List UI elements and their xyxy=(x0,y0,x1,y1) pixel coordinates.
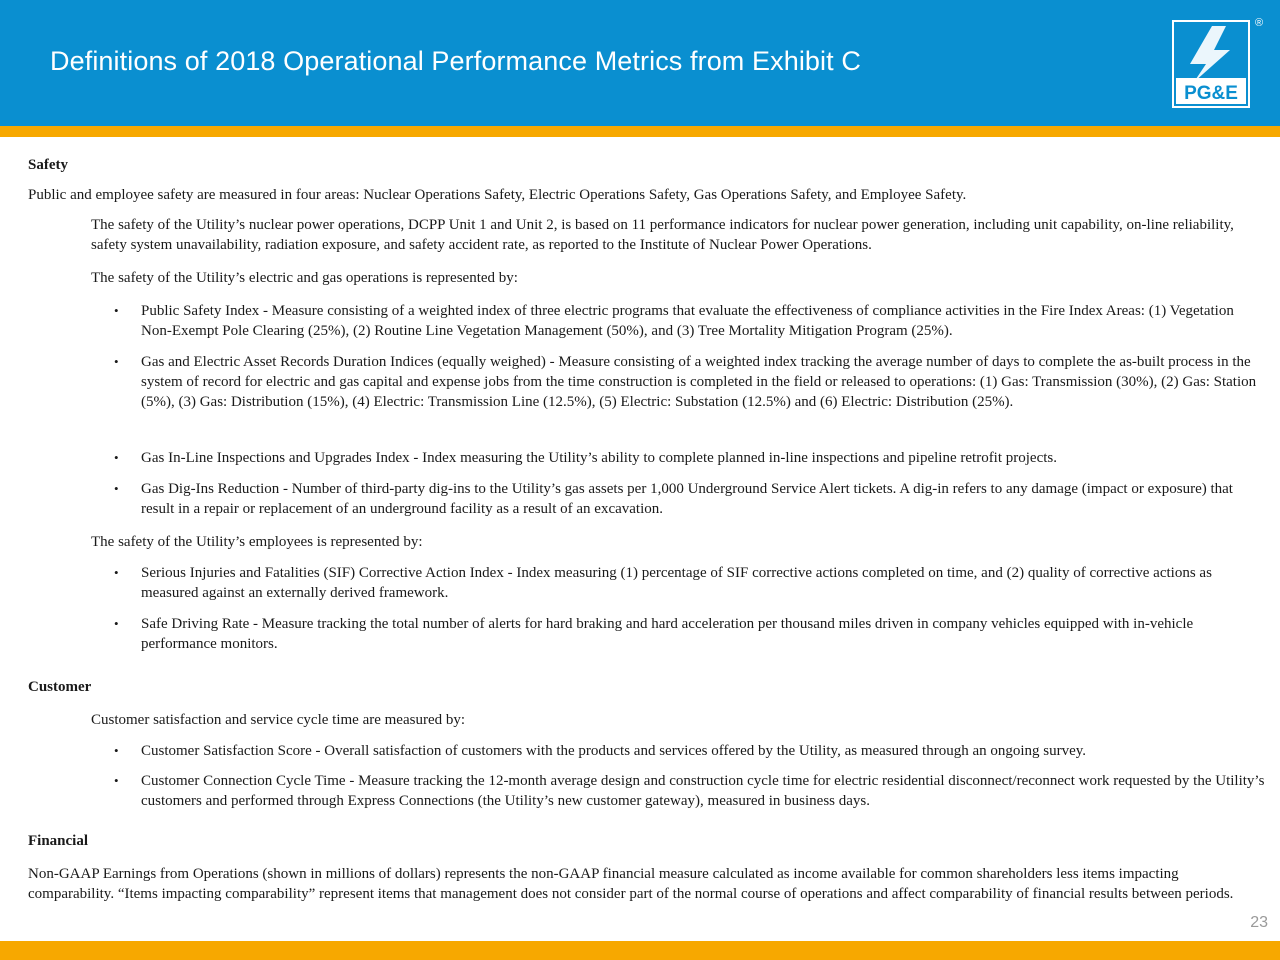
gas-dig-ins-text: Gas Dig-Ins Reduction - Number of third-party dig-ins to the Utility’s gas assets per 1,000 Underground Service Alert tickets. A dig-in refers to any damage (impact or exposure) that result in a repair or replacement of an underground facility as a result of an excavation. xyxy=(141,481,1233,517)
asset-records-index-text: Gas and Electric Asset Records Duration Indices (equally weighed) - Measure consisting of a weighted index tracking the average number of days to complete the as-built process in the system of record for electric and gas capital and expense jobs from the time construction is completed in the field or released to operations: (1) Gas: Transmission (30%), (2) Gas: Station (5%), (3) Gas: Distribution (15%), (4) Electric: Transmission Line (12.5%), (5) Electric: Substation (12.5%) and (6) Electric: Distribution (25%). xyxy=(141,354,1257,410)
employees-lead-text: The safety of the Utility’s employees is represented by: xyxy=(91,534,423,550)
bullet-icon: • xyxy=(114,773,119,788)
page-title: Definitions of 2018 Operational Performance Metrics from Exhibit C xyxy=(50,46,861,76)
bullet-icon: • xyxy=(114,481,119,496)
list-item xyxy=(114,614,1264,654)
bullet-icon: • xyxy=(114,450,119,465)
safe-driving-rate-text: Safe Driving Rate - Measure tracking the total number of alerts for hard braking and hard acceleration per thousand miles driven in company vehicles equipped with in-vehicle performance monitors. xyxy=(141,616,1194,652)
list-item xyxy=(114,301,1264,341)
list-item xyxy=(114,352,1264,432)
electric-gas-lead-text: The safety of the Utility’s electric and gas operations is represented by: xyxy=(91,270,518,286)
list-item xyxy=(114,741,1264,761)
safety-intro-text: Public and employee safety are measured in four areas: Nuclear Operations Safety, Electric Operations Safety, Gas Operations Safety, and Employee Safety. xyxy=(28,187,967,203)
pge-logo-icon xyxy=(1172,20,1250,108)
list-item xyxy=(114,479,1264,519)
customer-lead-text: Customer satisfaction and service cycle time are measured by: xyxy=(91,712,466,728)
list-item xyxy=(114,563,1264,603)
registered-mark: ® xyxy=(1254,17,1264,29)
list-item xyxy=(114,448,1264,468)
customer-satisfaction-text: Customer Satisfaction Score - Overall satisfaction of customers with the products and services offered by the Utility, as measured through an ongoing survey. xyxy=(141,743,1087,759)
sif-index-text: Serious Injuries and Fatalities (SIF) Corrective Action Index - Index measuring (1) percentage of SIF corrective actions completed on time, and (2) quality of corrective actions as measured against an externally derived framework. xyxy=(141,565,1212,601)
logo-bolt-shape xyxy=(1190,26,1230,82)
bullet-icon: • xyxy=(114,303,119,318)
section-heading-customer: Customer xyxy=(28,679,92,695)
nuclear-safety-text: The safety of the Utility’s nuclear power operations, DCPP Unit 1 and Unit 2, is based on 11 performance indicators for nuclear power generation, including unit capability, on-line reliability, safety system unavailability, radiation exposure, and safety accident rate, as reported to the Institute of Nuclear Power Operations. xyxy=(91,217,1234,253)
footer-accent-stripe xyxy=(0,941,1280,960)
section-heading-financial: Financial xyxy=(28,833,89,849)
public-safety-index-text: Public Safety Index - Measure consisting of a weighted index of three electric programs that evaluate the effectiveness of compliance activities in the Fire Index Areas: (1) Vegetation Non-Exempt Pole Clearing (25%), (2) Routine Line Vegetation Management (50%), and (3) Tree Mortality Mitigation Program (25%). xyxy=(141,303,1234,339)
bullet-icon: • xyxy=(114,616,119,631)
bullet-icon: • xyxy=(114,743,119,758)
bullet-icon: • xyxy=(114,354,119,369)
section-heading-safety: Safety xyxy=(28,157,68,173)
list-item xyxy=(114,771,1264,811)
financial-text: Non-GAAP Earnings from Operations (shown in millions of dollars) represents the non-GAAP financial measure calculated as income available for common shareholders less items impacting comparability. “Items impacting comparability” represent items that management does not consider part of the normal course of operations and affect comparability of financial results between periods. xyxy=(28,866,1234,902)
bullet-icon: • xyxy=(114,565,119,580)
header-accent-stripe xyxy=(0,126,1280,137)
gas-inline-inspections-text: Gas In-Line Inspections and Upgrades Index - Index measuring the Utility’s ability to complete planned in-line inspections and pipeline retrofit projects. xyxy=(141,450,1058,466)
connection-cycle-time-text: Customer Connection Cycle Time - Measure tracking the 12-month average design and construction cycle time for electric residential disconnect/reconnect work requested by the Utility’s customers and performed through Express Connections (the Utility’s new customer gateway), measured in business days. xyxy=(141,773,1265,809)
logo-wordmark: PG&E xyxy=(1184,83,1238,104)
page-number: 23 xyxy=(1250,914,1268,931)
